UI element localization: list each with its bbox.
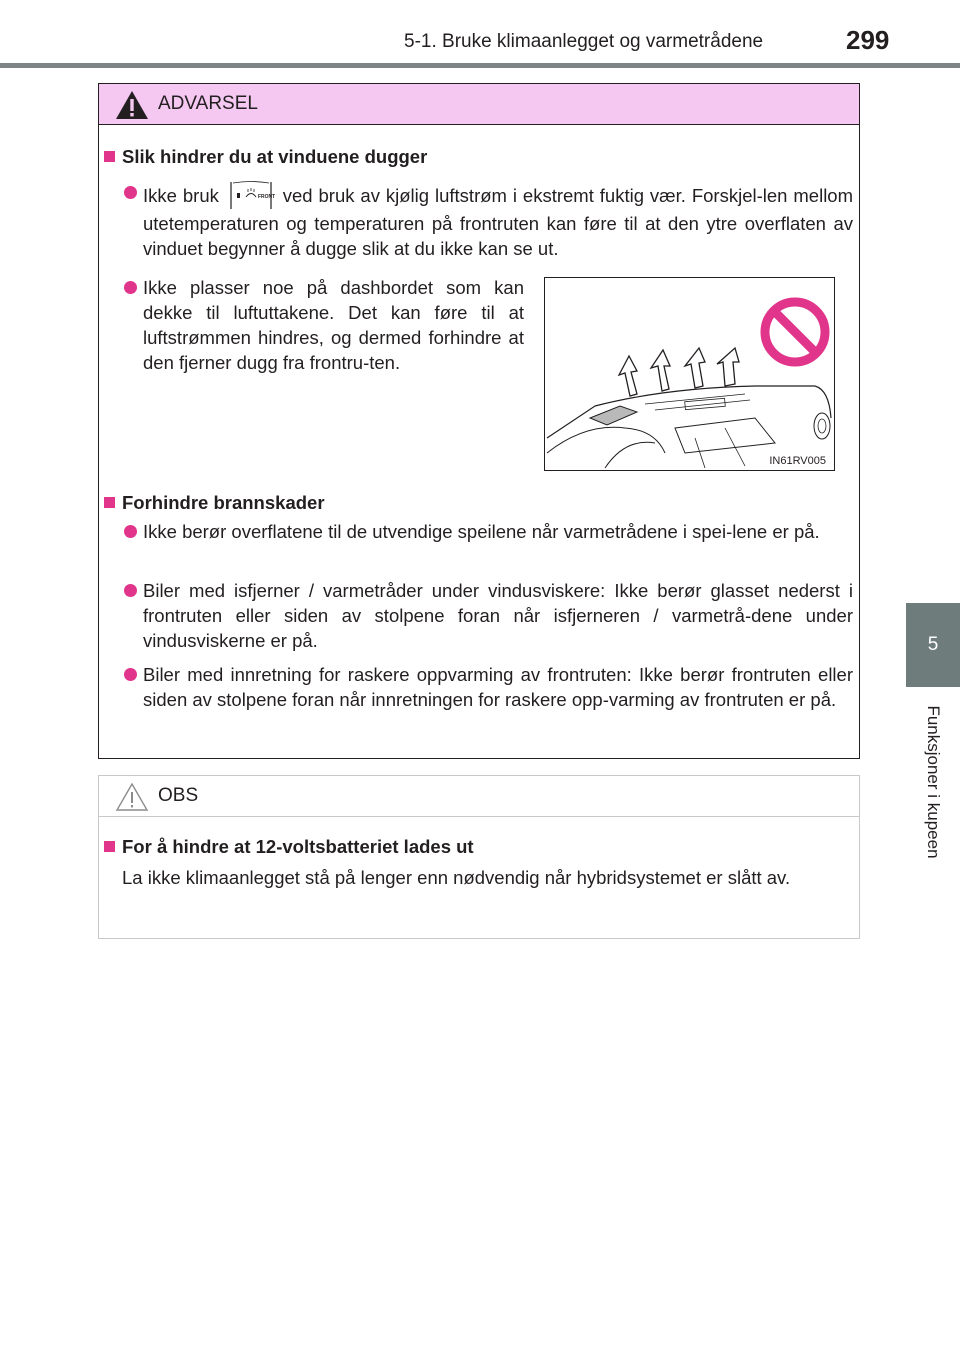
circle-bullet-icon bbox=[124, 281, 137, 294]
warning-header bbox=[99, 84, 859, 125]
notice-text: La ikke klimaanlegget stå på lenger enn nødvendig når hybridsystemet er slått av. bbox=[122, 867, 791, 888]
notice-box bbox=[98, 775, 860, 939]
front-defroster-button-icon bbox=[229, 180, 276, 211]
list-item: Ikke berør overflatene til de utvendige speilene når varmetrådene i spei-lene er på. bbox=[143, 519, 853, 544]
section-heading-burns: Forhindre brannskader bbox=[104, 492, 325, 514]
dashboard-illustration bbox=[544, 277, 835, 471]
list-item: Biler med innretning for raskere oppvarming av frontruten: Ikke berør frontruten eller siden av stolpene foran når innretningen for raskere opp-varming av frontruten er på. bbox=[143, 662, 853, 712]
circle-bullet-icon bbox=[124, 186, 137, 199]
circle-bullet-icon bbox=[124, 668, 137, 681]
header-rule bbox=[0, 63, 960, 68]
page-number: 299 bbox=[846, 25, 890, 55]
notice-triangle-icon bbox=[115, 782, 149, 812]
list-item: Biler med isfjerner / varmetråder under vindusviskere: Ikke berør glasset nederst i frontruten eller siden av stolpene foran når isfjerneren / varmetrå-dene under vindusviskerne er på. bbox=[143, 578, 853, 653]
notice-title: OBS bbox=[158, 785, 199, 806]
warning-triangle-icon bbox=[115, 90, 149, 120]
square-bullet-icon bbox=[104, 151, 115, 162]
header-title: 5-1. Bruke klimaanlegget og varmetrådene bbox=[404, 31, 764, 52]
list-item: Ikke bruk FRONT ved bruk av kjølig luftstrøm i ekstremt fuktig vær. Forskjel-len mellom utetemperaturen og temperaturen på frontruten kan føre til at den ytre overflaten av vinduet begynner å dugge slik at du ikke kan se ut. bbox=[143, 180, 853, 261]
dashboard-vents-image bbox=[545, 278, 834, 470]
list-item: Ikke plasser noe på dashbordet som kan dekke til luftuttakene. Det kan føre til at luftstrømmen hindres, og dermed forhindre at den fjerner dugg fra frontru-ten. bbox=[143, 275, 524, 375]
circle-bullet-icon bbox=[124, 525, 137, 538]
circle-bullet-icon bbox=[124, 584, 137, 597]
square-bullet-icon bbox=[104, 497, 115, 508]
warning-box bbox=[98, 83, 860, 759]
illustration-code: IN61RV005 bbox=[769, 455, 826, 467]
chapter-label: Funksjoner i kupeen bbox=[924, 705, 943, 859]
section-heading-battery: For å hindre at 12-voltsbatteriet lades ut bbox=[104, 836, 474, 858]
square-bullet-icon bbox=[104, 841, 115, 852]
chapter-tab bbox=[906, 603, 960, 687]
section-heading-defog: Slik hindrer du at vinduene dugger bbox=[104, 146, 427, 168]
chapter-number: 5 bbox=[927, 634, 939, 655]
warning-title: ADVARSEL bbox=[158, 93, 258, 114]
notice-header bbox=[99, 776, 859, 817]
front-label: FRONT bbox=[257, 194, 276, 200]
